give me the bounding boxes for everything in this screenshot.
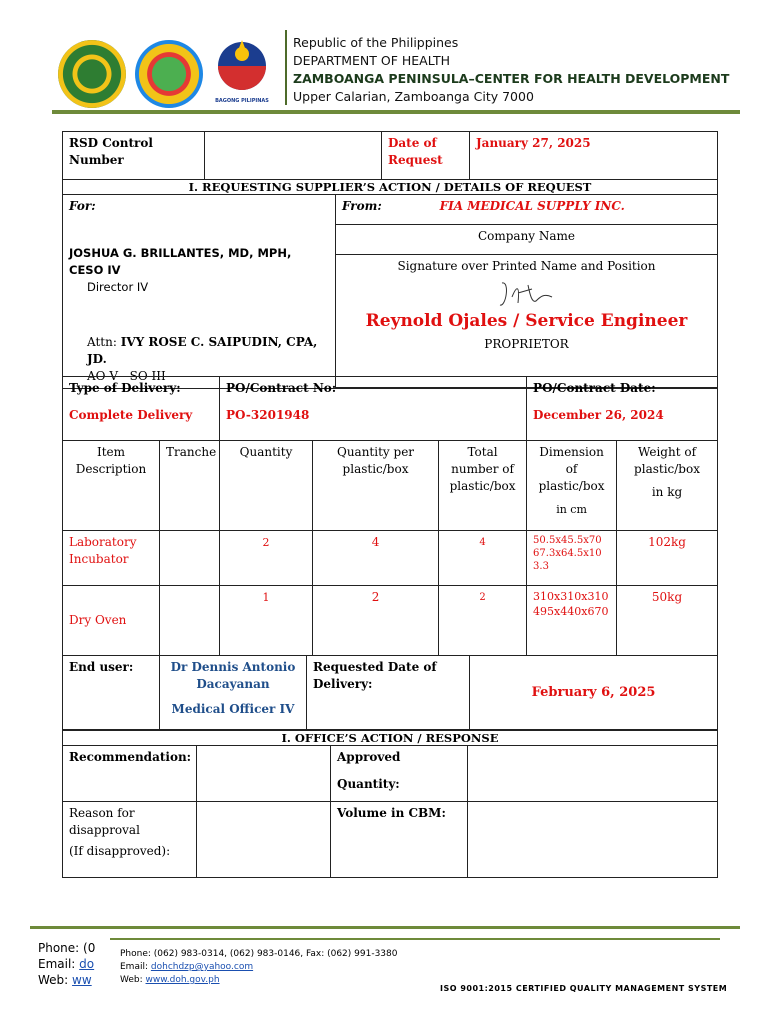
header-quantity: Quantity [220,441,313,531]
po-date-cell [527,377,718,441]
signatory-name: Reynold Ojales / Service Engineer [365,310,688,331]
office-action-table [62,730,718,878]
item-2-dimension [527,586,617,656]
for-cell [63,195,336,389]
items-table [62,376,718,656]
item-2-description: Dry Oven [63,586,160,656]
approved-quantity-field[interactable] [468,746,718,802]
item-1-quantity: 2 [220,531,313,586]
bagong-pilipinas-logo [212,38,272,108]
item-1-weight: 102kg [617,531,718,586]
po-number-cell [220,377,527,441]
delivery-type-cell [63,377,220,441]
item-2-dimension-1: 310x310x310 [533,590,609,603]
footer-left-email-label: Email: [38,957,76,971]
end-user-title: Medical Officer IV [171,702,295,716]
header-weight-label: Weight of plastic/box [634,445,700,476]
footer-left-email-link[interactable]: do [79,957,95,971]
attn-prefix: Attn: [87,335,117,349]
end-user-cell [160,656,307,730]
end-user-label: End user: [63,656,160,730]
footer-iso: ISO 9001:2015 CERTIFIED QUALITY MANAGEMENT SYSTEM [440,984,728,993]
end-user-table [62,655,718,730]
requested-delivery-value: February 6, 2025 [470,656,718,730]
section-2-heading: I. OFFICE’S ACTION / RESPONSE [63,731,718,746]
item-2-qty-per-box: 2 [313,586,439,656]
reason-field[interactable] [197,802,331,878]
footer-rule-thin [110,938,720,940]
header-tranche: Tranche [160,441,220,531]
item-1-tranche [160,531,220,586]
volume-field[interactable] [468,802,718,878]
doh-department-seal-logo [135,40,203,108]
header-text [293,34,729,106]
approved-label: Approved [337,750,401,764]
footer-email-label: Email: [120,962,149,972]
po-date-label: PO/Contract Date: [533,381,656,395]
header-line-1: Republic of the Philippines [293,35,459,50]
attn-name: IVY ROSE C. SAIPUDIN, CPA, JD. [87,335,318,366]
item-1-qty-per-box: 4 [313,531,439,586]
footer-contact [120,948,397,987]
company-name-label: Company Name [336,224,718,254]
volume-label: Volume in CBM: [331,802,468,878]
for-name: JOSHUA G. BRILLANTES, MD, MPH, CESO IV [69,246,292,277]
footer-left-web-label: Web: [38,973,69,987]
item-1-dimension-2: 67.3x64.5x103.3 [533,548,602,572]
requested-delivery-label: Requested Date of Delivery: [307,656,470,730]
rsd-label: RSD Control Number [63,132,205,180]
if-disapproved-label: (If disapproved): [69,844,171,858]
footer-left [38,940,95,988]
footer-left-web-link[interactable]: ww [72,973,92,987]
header-rule [52,110,740,114]
header-item-description: Item Description [63,441,160,531]
footer-rule [30,926,740,929]
recommendation-label: Recommendation: [63,746,197,802]
attn-line [69,334,329,368]
approved-quantity-label [331,746,468,802]
doh-seal-logo [58,40,126,108]
signature-label: Signature over Printed Name and Position [397,258,656,273]
header-dimension-label: Dimension of plastic/box [538,445,605,493]
signature-cell [336,254,718,387]
footer-email-link[interactable]: dohchdzp@yahoo.com [150,962,254,972]
po-date-value: December 26, 2024 [533,408,664,422]
header-line-4: Upper Calarian, Zamboanga City 7000 [293,89,534,104]
reason-cell [63,802,197,878]
footer-web [120,974,397,987]
item-1-dimension-1: 50.5x45.5x70 [533,535,602,546]
rsd-value-field[interactable] [205,132,382,180]
header-weight-unit: in kg [651,485,683,499]
po-number-label: PO/Contract No: [226,381,337,395]
reason-label: Reason for disapproval [69,806,140,837]
bagong-pilipinas-caption: BAGONG PILIPINAS [215,98,269,104]
quantity-label: Quantity: [337,777,400,791]
footer-phone: Phone: (062) 983-0314, (062) 983-0146, Fax: (062) 991-3380 [120,949,398,959]
from-label: From: [342,199,382,213]
delivery-type-value: Complete Delivery [69,408,193,422]
header-line-3: ZAMBOANGA PENINSULA–CENTER FOR HEALTH DEVELOPMENT [293,71,730,86]
date-request-label: Date of Request [382,132,470,180]
end-user-name: Dr Dennis Antonio Dacayanan [170,660,296,691]
footer-web-link[interactable]: www.doh.gov.ph [145,975,220,985]
item-1-total-boxes: 4 [439,531,527,586]
rsd-table [62,131,718,180]
footer-web-label: Web: [120,975,143,985]
item-2-tranche [160,586,220,656]
item-2-dimension-2: 495x440x670 [533,605,609,618]
header-dimension [527,441,617,531]
attn-title: AO V - SO III [87,369,166,383]
footer-left-phone: Phone: (0 [38,941,96,955]
item-2-total-boxes: 2 [439,586,527,656]
date-request-value: January 27, 2025 [470,132,718,180]
header-total-boxes: Total number of plastic/box [439,441,527,531]
header-dimension-unit: in cm [556,503,587,516]
item-2-weight: 50kg [617,586,718,656]
header-divider [285,30,287,105]
footer-left-email [38,956,95,972]
item-2-quantity: 1 [220,586,313,656]
item-1-description: Laboratory Incubator [63,531,160,586]
header-weight [617,441,718,531]
proprietor-label: PROPRIETOR [484,336,569,351]
po-number-value: PO-3201948 [226,408,310,422]
header-line-2: DEPARTMENT OF HEALTH [293,53,450,68]
handwritten-signature [342,277,711,311]
request-table [62,179,718,389]
header-quantity-per-box: Quantity per plastic/box [313,441,439,531]
from-cell [336,195,718,225]
for-label: For: [69,199,96,213]
footer-left-web [38,972,95,988]
item-1-dimension [527,531,617,586]
section-1-heading: I. REQUESTING SUPPLIER’S ACTION / DETAILS OF REQUEST [63,180,718,195]
footer-email [120,961,397,974]
recommendation-field[interactable] [197,746,331,802]
delivery-type-label: Type of Delivery: [69,381,181,395]
from-value: FIA MEDICAL SUPPLY INC. [439,199,625,213]
for-title: Director IV [87,280,149,294]
